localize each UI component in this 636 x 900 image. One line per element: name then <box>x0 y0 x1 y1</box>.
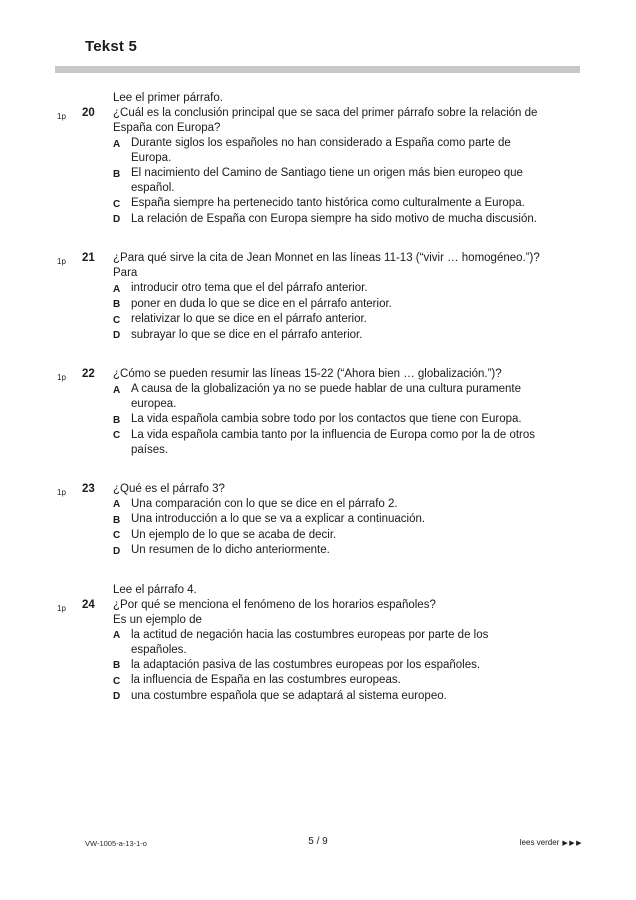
option-letter: B <box>113 168 121 180</box>
option-text: una costumbre española que se adaptará al sistema europeo. <box>131 689 447 702</box>
questions-list <box>0 91 636 728</box>
option-letter: B <box>113 414 121 426</box>
lead-instruction: Lee el primer párrafo. <box>113 92 223 104</box>
option-letter: C <box>113 675 121 687</box>
option-text: relativizar lo que se dice en el párrafo anterior. <box>131 313 367 325</box>
answer-option <box>113 428 547 458</box>
section-divider-bar <box>55 66 580 73</box>
option-text: la actitud de negación hacia las costumbres europeas por parte de los españoles. <box>131 628 489 656</box>
forward-arrows-icon: ▶▶▶ <box>562 840 583 847</box>
question-number: 20 <box>82 107 95 119</box>
answer-option <box>113 497 547 513</box>
question-points: 1p <box>57 603 66 613</box>
answer-option <box>113 628 547 658</box>
answer-option <box>113 689 547 705</box>
answer-option <box>113 382 547 412</box>
question-text: ¿Cómo se pueden resumir las líneas 15-22 (“Ahora bien … globalización.”)? <box>113 368 502 380</box>
question-number: 22 <box>82 368 95 380</box>
answer-option <box>113 658 547 674</box>
question-block <box>0 251 636 343</box>
question-text: ¿Qué es el párrafo 3? <box>113 482 225 495</box>
question-row <box>0 106 636 227</box>
answer-option <box>113 212 547 228</box>
option-letter: A <box>113 283 121 295</box>
option-text: poner en duda lo que se dice en el párrafo anterior. <box>131 297 392 310</box>
option-letter: C <box>113 198 121 210</box>
answer-option <box>113 196 547 212</box>
question-block <box>0 482 636 559</box>
question-body <box>113 106 547 227</box>
option-text: subrayar lo que se dice en el párrafo anterior. <box>131 328 363 341</box>
option-letter: A <box>113 138 121 150</box>
question-points: 1p <box>57 487 66 497</box>
question-row <box>0 482 636 559</box>
answer-option <box>113 512 547 528</box>
question-body <box>113 598 547 705</box>
option-letter: A <box>113 499 121 510</box>
question-points: 1p <box>57 112 66 121</box>
option-text: la influencia de España en las costumbres europeas. <box>131 674 401 686</box>
option-letter: B <box>113 299 121 310</box>
question-row <box>0 251 636 343</box>
option-text: La vida española cambia sobre todo por los contactos que tiene con Europa. <box>131 413 522 425</box>
question-number: 23 <box>82 482 95 495</box>
answer-option <box>113 328 547 344</box>
option-text: Un ejemplo de lo que se acaba de decir. <box>131 528 337 541</box>
page-number: 5 / 9 <box>308 836 328 847</box>
question-preamble: Para <box>113 267 138 279</box>
question-text: ¿Por qué se menciona el fenómeno de los horarios españoles? <box>113 598 436 611</box>
option-letter: B <box>113 660 121 671</box>
option-text: España siempre ha pertenecido tanto histórica como culturalmente a Europa. <box>131 197 525 209</box>
question-preamble: Es un ejemplo de <box>113 613 202 626</box>
option-text: introducir otro tema que el del párrafo anterior. <box>131 282 368 294</box>
option-letter: A <box>113 384 121 396</box>
question-body <box>113 251 547 343</box>
question-body <box>113 482 547 559</box>
question-block <box>0 367 636 458</box>
answer-option <box>113 312 547 328</box>
option-text: Una introducción a lo que se va a explicar a continuación. <box>131 513 426 525</box>
continue-label: lees verder <box>519 838 560 847</box>
document-code: VW-1005-a-13-1-o <box>85 839 147 848</box>
option-letter: C <box>113 314 121 326</box>
question-body <box>113 367 547 458</box>
option-letter: D <box>113 330 121 341</box>
question-number: 21 <box>82 252 95 264</box>
option-letter: A <box>113 630 121 641</box>
option-text: A causa de la globalización ya no se puede hablar de una cultura puramente europea. <box>131 383 521 410</box>
question-row <box>0 367 636 458</box>
option-letter: C <box>113 430 121 441</box>
question-points: 1p <box>57 257 66 266</box>
page-title: Tekst 5 <box>85 38 137 55</box>
question-text: ¿Para qué sirve la cita de Jean Monnet en las líneas 11-13 (“vivir … homogéneo.”)? <box>113 252 540 264</box>
option-text: El nacimiento del Camino de Santiago tiene un origen más bien europeo que español. <box>131 167 523 194</box>
option-text: Una comparación con lo que se dice en el párrafo 2. <box>131 497 398 510</box>
option-text: la adaptación pasiva de las costumbres europeas por los españoles. <box>131 658 481 671</box>
option-text: Durante siglos los españoles no han considerado a España como parte de Europa. <box>131 137 511 164</box>
answer-option <box>113 673 547 689</box>
answer-option <box>113 412 547 428</box>
option-letter: C <box>113 530 121 541</box>
question-block <box>0 91 636 227</box>
question-text: ¿Cuál es la conclusión principal que se saca del primer párrafo sobre la relación de España con Europa? <box>113 107 538 134</box>
option-letter: D <box>113 545 121 557</box>
option-letter: B <box>113 514 121 526</box>
continue-indicator <box>520 838 583 847</box>
option-text: Un resumen de lo dicho anteriormente. <box>131 544 330 556</box>
answer-option <box>113 543 547 559</box>
question-row <box>0 598 636 705</box>
question-points: 1p <box>57 373 66 382</box>
option-letter: D <box>113 691 121 702</box>
answer-option <box>113 136 547 166</box>
footer <box>0 836 636 852</box>
answer-option <box>113 281 547 297</box>
option-text: La relación de España con Europa siempre ha sido motivo de mucha discusión. <box>131 212 537 225</box>
option-text: La vida española cambia tanto por la influencia de Europa como por la de otros países. <box>131 428 536 456</box>
answer-option <box>113 528 547 544</box>
answer-option <box>113 166 547 196</box>
answer-option <box>113 297 547 313</box>
option-letter: D <box>113 214 121 225</box>
lead-instruction: Lee el párrafo 4. <box>113 583 197 596</box>
question-number: 24 <box>82 598 95 611</box>
question-block <box>0 583 636 705</box>
